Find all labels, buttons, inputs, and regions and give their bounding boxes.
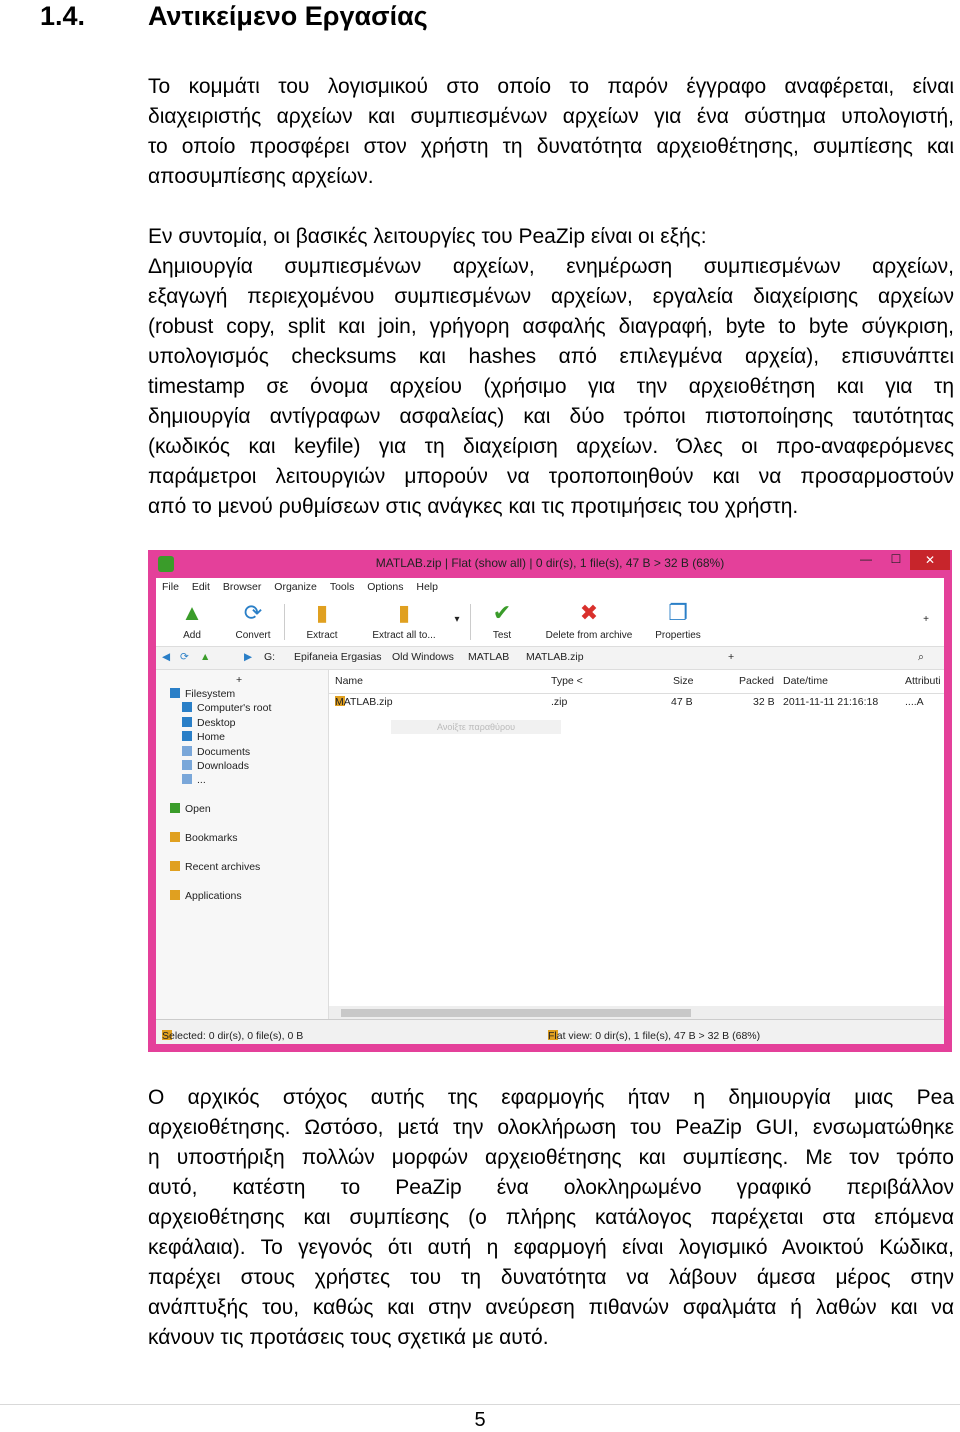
path-drive[interactable]: G: — [264, 651, 276, 663]
delete-label: Delete from archive — [545, 630, 633, 641]
text-line: Ο αρχικός στόχος αυτής της εφαρμογής ήταν η δημιουργία μιας Pea — [148, 1086, 954, 1109]
menu-file[interactable]: File — [162, 581, 179, 593]
desktop-icon — [182, 717, 192, 727]
add-archive-icon: ▲ — [181, 600, 203, 625]
extract-label: Extract — [306, 630, 338, 641]
navigation-tree — [156, 670, 329, 1020]
test-button[interactable] — [484, 600, 520, 641]
file-datetime: 2011-11-11 21:16:18 — [783, 696, 879, 708]
toolbar — [156, 596, 944, 647]
tree-item-documents[interactable] — [182, 746, 250, 758]
text-line: διαχειριστής αρχείων και συμπιεσμένων αρχείων για ένα σύστημα υπολογιστή, — [148, 105, 954, 128]
extract-button[interactable] — [300, 600, 344, 641]
scrollbar-thumb[interactable] — [341, 1009, 691, 1017]
menu-help[interactable]: Help — [416, 581, 438, 593]
extract-all-button[interactable] — [362, 600, 446, 641]
tree-item-label: Filesystem — [185, 688, 236, 700]
text-line: αποσυμπίεσης αρχείων. — [148, 165, 374, 188]
column-datetime[interactable]: Date/time — [783, 675, 828, 687]
tree-add-button[interactable]: + — [236, 674, 243, 686]
tree-item-label: Computer's root — [197, 702, 272, 714]
tree-item-more[interactable] — [182, 774, 206, 786]
convert-icon: ⟳ — [243, 600, 263, 625]
status-selected-label: Selected: 0 dir(s), 0 file(s), 0 B — [162, 1030, 304, 1042]
text-line: Το κομμάτι του λογισμικού στο οποίο το παρόν έγγραφο αναφέρεται, είναι — [148, 75, 954, 98]
file-packed: 32 B — [753, 696, 775, 708]
paragraph-intro — [148, 72, 954, 192]
text-line: (robust copy, split και join, γρήγορη ασφαλής διαγραφή, byte to byte σύγκριση, — [148, 315, 954, 338]
text-line: αυτό, κατέστη το PeaZip ένα ολοκληρωμένο γραφικό περιβάλλον — [148, 1176, 954, 1199]
column-size[interactable]: Size — [673, 675, 694, 687]
column-type[interactable]: Type < — [551, 675, 583, 687]
tree-item-downloads[interactable] — [182, 760, 249, 772]
tree-item-applications[interactable] — [170, 890, 242, 902]
footer-divider — [0, 1404, 960, 1405]
text-line: αρχειοθέτησης. Ωστόσο, μετά την ολοκλήρωση του PeaZip GUI, ενσωματώθηκε — [148, 1116, 954, 1139]
text-line: παράμετροι λειτουργιών μπορούν να τροποποιηθούν και να προσαρμοστούν — [148, 465, 954, 488]
path-folder-1[interactable]: Epifaneia Ergasias — [294, 651, 382, 663]
menu-browser[interactable]: Browser — [222, 581, 262, 593]
up-icon[interactable]: ▲ — [200, 651, 211, 663]
checkmark-icon: ✔ — [492, 600, 512, 625]
column-packed[interactable]: Packed — [739, 675, 775, 687]
tree-item-label: Home — [197, 731, 226, 743]
paragraph-history — [148, 1083, 954, 1353]
tree-item-computer[interactable] — [182, 702, 271, 714]
convert-button[interactable] — [228, 600, 278, 641]
text-line: ανάπτυξής του, καθώς και στην ανεύρεση πιθανών σφαλμάτα ή λαθών και να — [148, 1296, 954, 1319]
recent-icon — [170, 861, 180, 871]
tree-item-home[interactable] — [182, 731, 225, 743]
section-heading — [40, 0, 428, 32]
tree-item-label: Recent archives — [185, 861, 261, 873]
toolbar-separator — [470, 604, 471, 640]
section-title: Αντικείμενο Εργασίας — [148, 1, 428, 31]
tree-item-desktop[interactable] — [182, 717, 236, 729]
folder-icon — [182, 774, 192, 784]
folder-icon — [182, 760, 192, 770]
toolbar-separator — [284, 604, 285, 640]
add-button[interactable] — [172, 600, 212, 641]
file-type: .zip — [551, 696, 568, 708]
computer-icon — [182, 702, 192, 712]
status-bar — [156, 1019, 944, 1044]
tree-item-label: Documents — [197, 746, 251, 758]
menu-organize[interactable]: Organize — [274, 581, 317, 593]
tree-item-label: Desktop — [197, 717, 236, 729]
text-line: υπολογισμός checksums και hashes από επιλεγμένα αρχεία), επισυνάπτει — [148, 345, 954, 368]
text-line: από το μενού ρυθμίσεων στις ανάγκες και τις προτιμήσεις του χρήστη. — [148, 495, 799, 518]
text-line: (κωδικός και keyfile) για τη διαχείριση αρχείων. Όλες οι προ-αναφερόμενες — [148, 435, 954, 458]
text-line: κεφάλαια). Το γεγονός ότι αυτή η εφαρμογή είναι λογισμικό Ανοικτού Κώδικα, — [148, 1236, 954, 1259]
tree-item-bookmarks[interactable] — [170, 832, 238, 844]
path-add-button[interactable]: + — [728, 651, 735, 663]
tree-item-filesystem[interactable] — [170, 688, 235, 700]
file-list-header — [329, 675, 944, 694]
convert-label: Convert — [235, 630, 271, 641]
tree-item-label: Downloads — [197, 760, 249, 772]
bookmark-icon — [170, 832, 180, 842]
minimize-button[interactable]: — — [860, 552, 872, 566]
ghost-hint: Ανοίξτε παραθύρου — [391, 720, 561, 734]
text-line: αρχειοθέτησης και συμπίεσης (ο πλήρης κατάλογος παρέχεται στα επόμενα — [148, 1206, 954, 1229]
menu-options[interactable]: Options — [367, 581, 404, 593]
folder-icon — [182, 746, 192, 756]
text-line: timestamp σε όνομα αρχείου (χρήσιμο για την αρχειοθέτηση και για τη — [148, 375, 954, 398]
test-label: Test — [492, 630, 512, 641]
back-icon[interactable]: ◀ — [162, 651, 171, 663]
path-folder-2[interactable]: Old Windows — [392, 651, 454, 663]
table-row[interactable] — [329, 694, 944, 712]
tree-item-label: Bookmarks — [185, 832, 238, 844]
open-icon — [170, 803, 180, 813]
menu-edit[interactable]: Edit — [191, 581, 210, 593]
add-label: Add — [183, 630, 201, 641]
file-list — [329, 670, 944, 1020]
tree-item-label: Open — [185, 803, 211, 815]
path-folder-3[interactable]: MATLAB — [468, 651, 510, 663]
tree-item-label: Applications — [185, 890, 242, 902]
home-icon — [182, 731, 192, 741]
window-title: MATLAB.zip | Flat (show all) | 0 dir(s), 1 file(s), 47 B > 32 B (68%) — [375, 556, 725, 570]
delete-x-icon: ✖ — [579, 600, 599, 625]
refresh-icon[interactable]: ⟳ — [180, 651, 189, 663]
address-bar — [156, 647, 944, 670]
horizontal-scrollbar[interactable] — [329, 1006, 944, 1020]
text-line: η υποστήριξη πολλών μορφών αρχειοθέτησης και συμπίεσης. Με τον τρόπο — [148, 1146, 954, 1169]
menu-bar — [156, 578, 944, 596]
tree-item-open[interactable] — [170, 803, 211, 815]
extract-icon: ▮ — [315, 600, 329, 625]
paragraph-features — [148, 222, 954, 522]
text-line: δημιουργία αντίγραφων ασφαλείας) και δύο τρόποι πιστοποίησης ταυτότητας — [148, 405, 954, 428]
column-name[interactable]: Name — [335, 675, 364, 687]
file-attributes: ....A — [905, 696, 924, 708]
maximize-button[interactable]: ☐ — [890, 552, 902, 566]
toolbar-more-button[interactable]: + — [923, 614, 929, 625]
tree-item-label: ... — [197, 774, 206, 786]
page-number: 5 — [474, 1409, 486, 1431]
file-name-label: MATLAB.zip — [335, 696, 393, 708]
text-line: κάνουν τις προτάσεις τους σχετικά με αυτό. — [148, 1326, 549, 1349]
search-icon[interactable]: ⌕ — [918, 651, 924, 663]
text-line: Εν συντομία, οι βασικές λειτουργίες του PeaZip είναι οι εξής: — [148, 225, 707, 248]
file-size: 47 B — [671, 696, 693, 708]
path-file[interactable]: MATLAB.zip — [526, 651, 584, 663]
menu-tools[interactable]: Tools — [329, 581, 355, 593]
text-line: το οποίο προσφέρει στον χρήστη τη δυνατότητα αρχειοθέτησης, συμπίεσης και — [148, 135, 954, 158]
peazip-screenshot — [148, 550, 952, 1052]
text-line: παρέχει στους χρήστες του τη δυνατότητα να λάβουν άμεσα μέρος στην — [148, 1266, 954, 1289]
extract-dropdown-icon[interactable]: ▾ — [454, 614, 460, 625]
column-attributes[interactable]: Attributi — [905, 675, 941, 687]
applications-icon — [170, 890, 180, 900]
delete-button[interactable] — [534, 600, 644, 641]
extract-all-icon: ▮ — [397, 600, 411, 625]
properties-label: Properties — [655, 630, 701, 641]
text-line: εξαγωγή περιεχομένου συμπιεσμένων αρχείων, εργαλεία διαχείρισης αρχείων — [148, 285, 954, 308]
properties-button[interactable] — [650, 600, 706, 641]
section-number: 1.4. — [40, 1, 86, 31]
folder-icon — [170, 688, 180, 698]
close-button[interactable]: ✕ — [910, 550, 950, 570]
status-flat-label: Flat view: 0 dir(s), 1 file(s), 47 B > 32 B (68%) — [548, 1030, 761, 1042]
tree-item-recent[interactable] — [170, 861, 260, 873]
window-titlebar — [148, 550, 952, 578]
extract-all-label: Extract all to... — [372, 630, 436, 641]
properties-icon: ❐ — [668, 600, 688, 625]
text-line: Δημιουργία συμπιεσμένων αρχείων, ενημέρωση συμπιεσμένων αρχείων, — [148, 255, 954, 278]
go-icon[interactable]: ▶ — [244, 651, 253, 663]
